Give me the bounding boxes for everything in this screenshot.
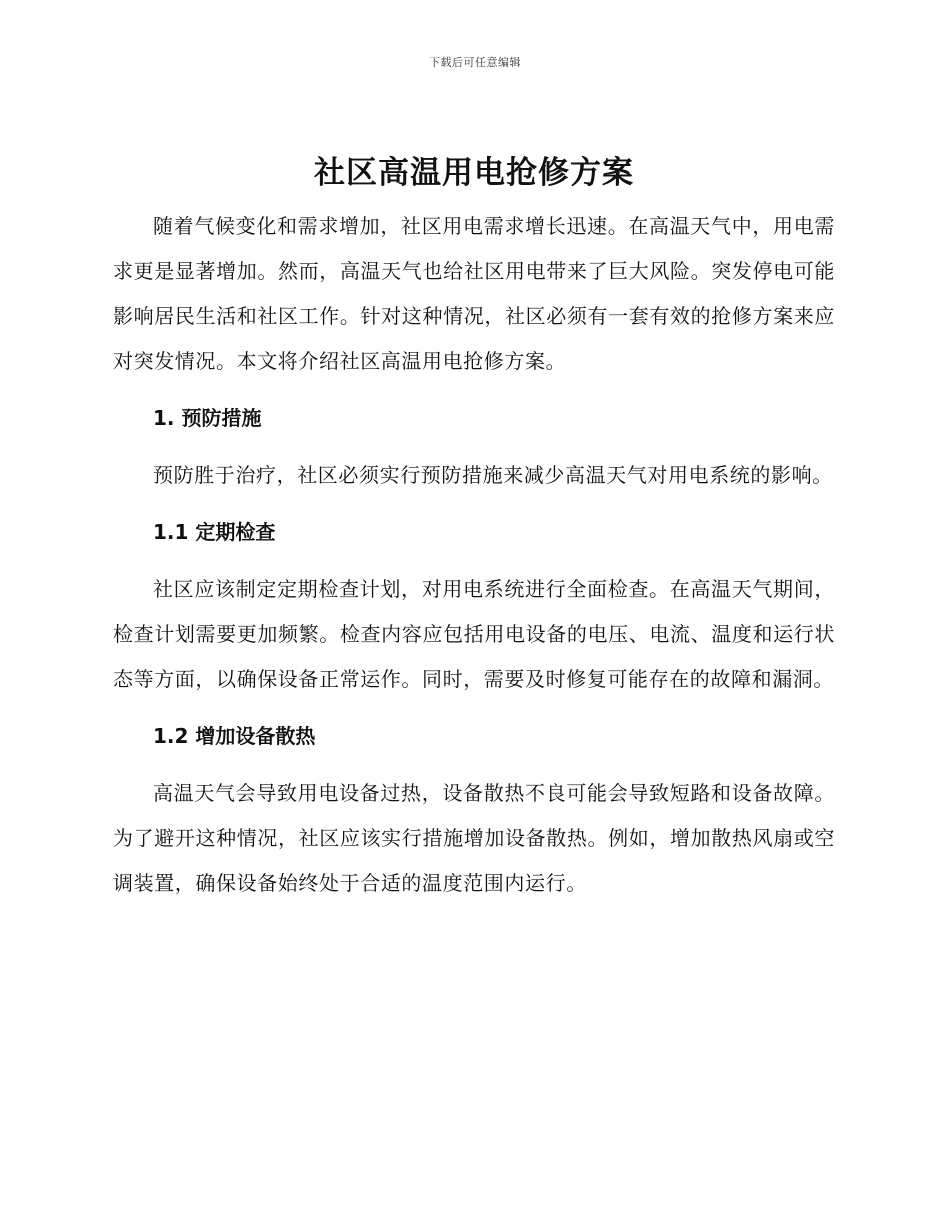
section-body-heat-dissipation: 高温天气会导致用电设备过热，设备散热不良可能会导致短路和设备故障。为了避开这种情况，社区应该实行措施增加设备散热。例如，增加散热风扇或空调装置，确保设备始终处于合适的温度范围内运行。 [113, 781, 835, 895]
section-body-prevention: 预防胜于治疗，社区必须实行预防措施来减少高温天气对用电系统的影响。 [153, 463, 833, 487]
section-body-regular-inspection: 社区应该制定定期检查计划，对用电系统进行全面检查。在高温天气期间，检查计划需要更加频繁。检查内容应包括用电设备的电压、电流、温度和运行状态等方面，以确保设备正常运作。同时，需要及时修复可能存在的故障和漏洞。 [113, 577, 835, 691]
page-header: 下载后可任意编辑 [429, 56, 521, 69]
document-title: 社区高温用电抢修方案 [314, 155, 634, 191]
section-heading-heat-dissipation: 1.2 增加设备散热 [153, 724, 316, 748]
document-content [113, 150, 835, 918]
section-heading-regular-inspection: 1.1 定期检查 [153, 520, 276, 544]
intro-paragraph: 随着气候变化和需求增加，社区用电需求增长迅速。在高温天气中，用电需求更是显著增加。然而，高温天气也给社区用电带来了巨大风险。突发停电可能影响居民生活和社区工作。针对这种情况，社区必须有一套有效的抢修方案来应对突发情况。本文将介绍社区高温用电抢修方案。 [113, 214, 835, 373]
section-heading-prevention: 1. 预防措施 [153, 406, 262, 430]
